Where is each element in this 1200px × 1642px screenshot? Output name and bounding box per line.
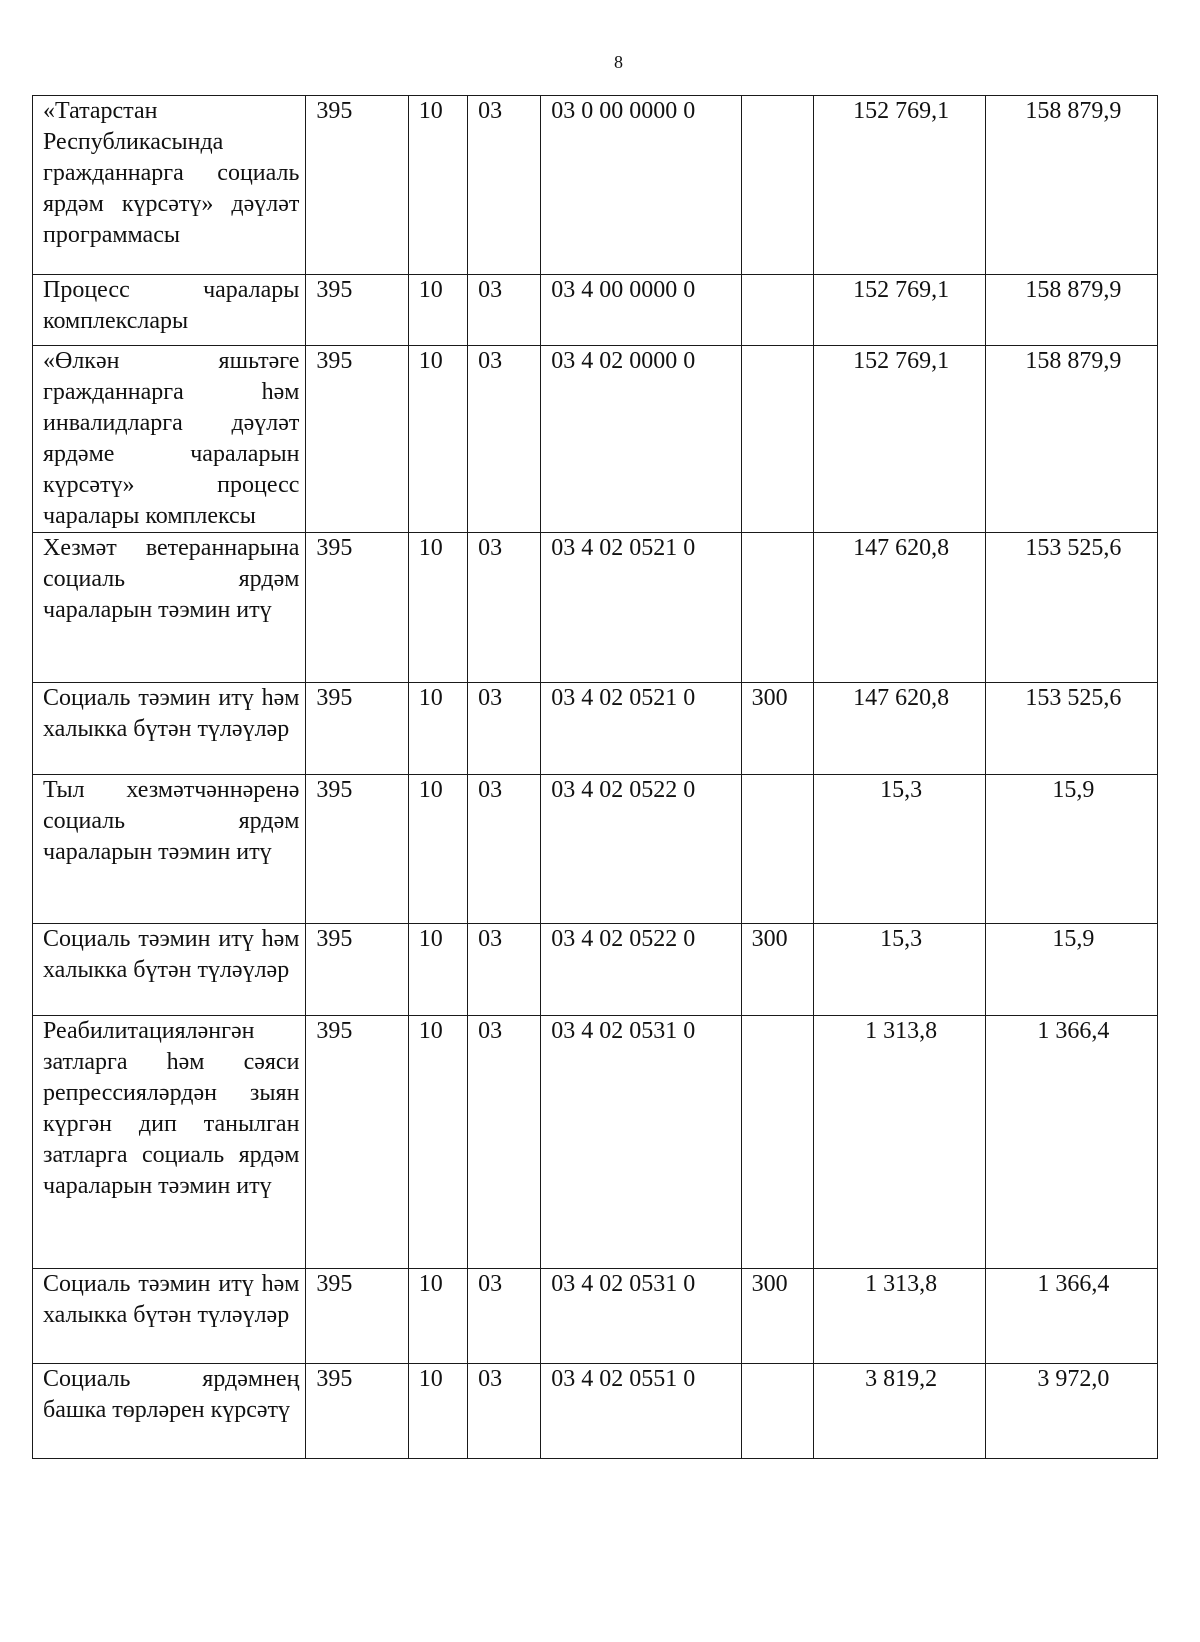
expense-type-code <box>741 533 813 683</box>
row-name: Процесс чаралары комплекслары <box>33 275 306 346</box>
row-name: «Татарстан Республикасында гражданнарга социаль ярдәм күрсәтү» дәүләт программасы <box>33 96 306 275</box>
amount-year-2: 158 879,9 <box>985 275 1157 346</box>
expense-type-code <box>741 96 813 275</box>
subsection-code: 03 <box>468 683 541 775</box>
budget-table <box>32 95 1158 1459</box>
row-name: Социаль тәэмин итү һәм халыкка бүтән түләүләр <box>33 1269 306 1364</box>
expense-type-code <box>741 1016 813 1269</box>
table-row <box>33 924 1158 1016</box>
expense-type-code <box>741 275 813 346</box>
target-article-code: 03 0 00 0000 0 <box>541 96 741 275</box>
row-name: Тыл хезмәтчәннәренә социаль ярдәм чараларын тәэмин итү <box>33 775 306 924</box>
ministry-code: 395 <box>306 533 408 683</box>
amount-year-2: 153 525,6 <box>985 533 1157 683</box>
table-row <box>33 1269 1158 1364</box>
subsection-code: 03 <box>468 924 541 1016</box>
subsection-code: 03 <box>468 775 541 924</box>
subsection-code: 03 <box>468 1364 541 1459</box>
section-code: 10 <box>408 924 467 1016</box>
amount-year-1: 152 769,1 <box>813 346 985 533</box>
ministry-code: 395 <box>306 1364 408 1459</box>
amount-year-1: 15,3 <box>813 775 985 924</box>
section-code: 10 <box>408 275 467 346</box>
ministry-code: 395 <box>306 275 408 346</box>
amount-year-1: 147 620,8 <box>813 683 985 775</box>
expense-type-code: 300 <box>741 683 813 775</box>
row-name: Социаль тәэмин итү һәм халыкка бүтән түләүләр <box>33 924 306 1016</box>
target-article-code: 03 4 02 0000 0 <box>541 346 741 533</box>
section-code: 10 <box>408 1269 467 1364</box>
amount-year-2: 153 525,6 <box>985 683 1157 775</box>
amount-year-2: 3 972,0 <box>985 1364 1157 1459</box>
section-code: 10 <box>408 346 467 533</box>
amount-year-1: 1 313,8 <box>813 1016 985 1269</box>
amount-year-1: 15,3 <box>813 924 985 1016</box>
page-number: 8 <box>614 52 623 72</box>
row-name: «Өлкән яшьтәге гражданнарга һәм инвалидларга дәүләт ярдәме чараларын күрсәтү» процесс чаралары комплексы <box>33 346 306 533</box>
ministry-code: 395 <box>306 96 408 275</box>
expense-type-code <box>741 1364 813 1459</box>
target-article-code: 03 4 00 0000 0 <box>541 275 741 346</box>
expense-type-code: 300 <box>741 1269 813 1364</box>
ministry-code: 395 <box>306 346 408 533</box>
section-code: 10 <box>408 533 467 683</box>
amount-year-1: 152 769,1 <box>813 96 985 275</box>
table-row <box>33 775 1158 924</box>
subsection-code: 03 <box>468 1269 541 1364</box>
amount-year-2: 158 879,9 <box>985 96 1157 275</box>
row-name: Хезмәт ветераннарына социаль ярдәм чараларын тәэмин итү <box>33 533 306 683</box>
table-row <box>33 1364 1158 1459</box>
subsection-code: 03 <box>468 346 541 533</box>
row-name: Реабилитацияләнгән затларга һәм сәяси репрессияләрдән зыян күргән дип танылган затларга социаль ярдәм чараларын тәэмин итү <box>33 1016 306 1269</box>
table-row <box>33 683 1158 775</box>
section-code: 10 <box>408 683 467 775</box>
row-name: Социаль тәэмин итү һәм халыкка бүтән түләүләр <box>33 683 306 775</box>
target-article-code: 03 4 02 0522 0 <box>541 924 741 1016</box>
expense-type-code <box>741 775 813 924</box>
amount-year-2: 15,9 <box>985 775 1157 924</box>
subsection-code: 03 <box>468 533 541 683</box>
ministry-code: 395 <box>306 683 408 775</box>
target-article-code: 03 4 02 0551 0 <box>541 1364 741 1459</box>
ministry-code: 395 <box>306 775 408 924</box>
target-article-code: 03 4 02 0521 0 <box>541 533 741 683</box>
amount-year-2: 1 366,4 <box>985 1016 1157 1269</box>
table-row <box>33 275 1158 346</box>
target-article-code: 03 4 02 0521 0 <box>541 683 741 775</box>
subsection-code: 03 <box>468 96 541 275</box>
section-code: 10 <box>408 775 467 924</box>
subsection-code: 03 <box>468 1016 541 1269</box>
amount-year-1: 3 819,2 <box>813 1364 985 1459</box>
target-article-code: 03 4 02 0531 0 <box>541 1016 741 1269</box>
subsection-code: 03 <box>468 275 541 346</box>
section-code: 10 <box>408 1016 467 1269</box>
section-code: 10 <box>408 1364 467 1459</box>
row-name: Социаль ярдәмнең башка төрләрен күрсәтү <box>33 1364 306 1459</box>
amount-year-2: 1 366,4 <box>985 1269 1157 1364</box>
amount-year-1: 1 313,8 <box>813 1269 985 1364</box>
target-article-code: 03 4 02 0522 0 <box>541 775 741 924</box>
expense-type-code: 300 <box>741 924 813 1016</box>
section-code: 10 <box>408 96 467 275</box>
table-row <box>33 346 1158 533</box>
amount-year-1: 147 620,8 <box>813 533 985 683</box>
target-article-code: 03 4 02 0531 0 <box>541 1269 741 1364</box>
table-row <box>33 533 1158 683</box>
amount-year-2: 158 879,9 <box>985 346 1157 533</box>
amount-year-1: 152 769,1 <box>813 275 985 346</box>
table-row <box>33 96 1158 275</box>
expense-type-code <box>741 346 813 533</box>
table-row <box>33 1016 1158 1269</box>
amount-year-2: 15,9 <box>985 924 1157 1016</box>
ministry-code: 395 <box>306 1016 408 1269</box>
ministry-code: 395 <box>306 1269 408 1364</box>
ministry-code: 395 <box>306 924 408 1016</box>
